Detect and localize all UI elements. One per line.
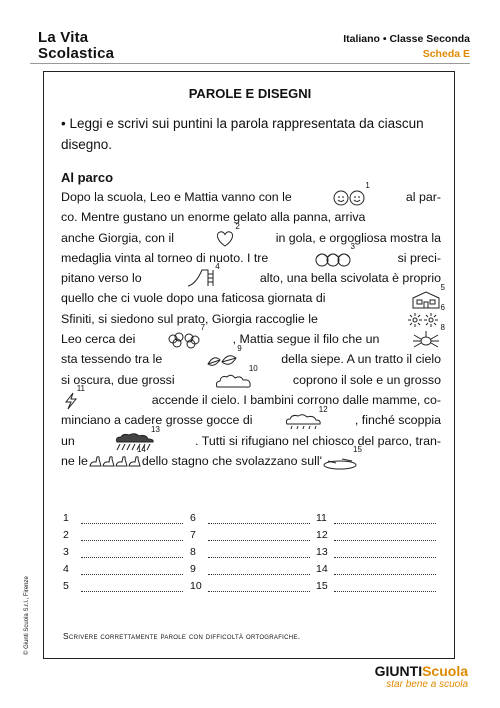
story-line <box>61 404 441 430</box>
story-text-segment: alto, una bella scivolata è proprio <box>259 271 441 286</box>
answer-slot[interactable] <box>190 512 310 524</box>
answer-number: 9 <box>190 563 196 575</box>
answer-number: 5 <box>63 580 69 592</box>
story-text-segment: un <box>61 433 75 448</box>
answer-row <box>63 529 443 546</box>
clouds-icon <box>214 363 258 390</box>
answer-number: 13 <box>316 546 328 558</box>
answer-row <box>63 580 443 597</box>
logo-line-1: La Vita <box>38 29 89 46</box>
picture-number: 12 <box>318 404 328 414</box>
story-line <box>61 282 445 308</box>
picture-number: 1 <box>365 181 370 191</box>
story-line <box>61 262 441 288</box>
answer-slot[interactable] <box>63 580 183 592</box>
story-line <box>61 207 441 227</box>
picture-number: 15 <box>353 445 362 455</box>
story-text-segment: sta tessendo tra le <box>61 352 163 367</box>
dotted-line <box>334 581 436 592</box>
answer-number: 8 <box>190 546 196 558</box>
answer-number: 1 <box>63 512 69 524</box>
dotted-line <box>81 564 183 575</box>
brand-giunti: GIUNTI <box>374 663 423 679</box>
story-text-segment: dello stagno che svolazzano sull' <box>141 453 322 468</box>
ducks-icon <box>88 445 146 471</box>
dotted-line <box>334 564 436 575</box>
story-text-segment: Dopo la scuola, Leo e Mattia vanno con le <box>61 190 292 204</box>
answer-slot[interactable] <box>316 546 436 558</box>
dotted-line <box>208 513 310 524</box>
story-text-segment: accende il cielo. I bambini corrono dalle mamme, co- <box>151 392 441 407</box>
answer-slot[interactable] <box>63 512 183 524</box>
picture-number: 6 <box>440 303 445 313</box>
picture-number: 10 <box>248 363 258 373</box>
picture-number: 3 <box>350 242 355 252</box>
copyright: © Giunti Scuola S.r.l., Firenze <box>24 576 30 655</box>
answer-slot[interactable] <box>190 529 310 541</box>
heart-icon <box>214 221 240 248</box>
answer-slot[interactable] <box>63 529 183 541</box>
rain-cloud-icon <box>284 404 328 431</box>
story-text-segment: Sfiniti, si siedono sul prato, Giorgia raccoglie le <box>61 311 318 326</box>
story-line <box>61 221 441 248</box>
leaves-icon <box>206 343 242 370</box>
answer-slot[interactable] <box>63 563 183 575</box>
logo-line-2: Scolastica <box>38 45 115 62</box>
story-text-segment: medaglia vinta al torneo di nuoto. I tre <box>61 250 269 265</box>
dotted-line <box>208 547 310 558</box>
header-info <box>343 32 470 62</box>
picture-number: 9 <box>237 343 242 353</box>
answer-slot[interactable] <box>190 580 310 592</box>
picture-number: 8 <box>440 323 445 333</box>
picture-number: 11 <box>76 384 85 394</box>
dotted-line <box>208 564 310 575</box>
story-text-segment: Leo cerca dei <box>61 332 136 347</box>
dotted-line <box>81 547 183 558</box>
brand-tagline: star bene a scuola <box>386 679 468 690</box>
story-text-segment: pitano verso lo <box>61 271 142 286</box>
kids-heads-icon <box>315 242 355 268</box>
dotted-line <box>208 530 310 541</box>
picture-number: 4 <box>215 262 220 272</box>
answer-number: 2 <box>63 529 69 541</box>
answer-slot[interactable] <box>63 546 183 558</box>
header-divider <box>30 63 470 64</box>
school-icon <box>411 282 445 309</box>
story-line <box>61 384 441 410</box>
answer-number: 7 <box>190 529 196 541</box>
section-title: Al parco <box>61 170 114 185</box>
lightning-icon <box>61 384 85 410</box>
answer-slot[interactable] <box>190 546 310 558</box>
dotted-line <box>334 547 436 558</box>
story-text-segment: in gola, e orgogliosa mostra la <box>275 230 441 245</box>
answer-number: 10 <box>190 580 202 592</box>
answer-number: 6 <box>190 512 196 524</box>
answer-grid <box>63 512 443 597</box>
dotted-line <box>208 581 310 592</box>
story-line <box>61 445 441 471</box>
story-text-segment: , finché scoppia <box>354 413 441 428</box>
dotted-line <box>334 513 436 524</box>
story-text-segment: si oscura, due grossi <box>61 372 175 387</box>
story-text-segment: si preci- <box>397 250 441 265</box>
dotted-line <box>81 530 183 541</box>
dotted-line <box>334 530 436 541</box>
picture-number: 13 <box>151 424 160 434</box>
instructions: • Leggi e scrivi sui puntini la parola rappresentata da ciascun disegno. <box>61 116 424 152</box>
story-line <box>61 181 441 207</box>
pond-icon <box>322 445 362 471</box>
story-line <box>61 424 441 451</box>
answer-row <box>63 512 443 529</box>
story-line <box>61 363 441 390</box>
worksheet-title: PAROLE E DISEGNI <box>188 86 312 101</box>
story-text-segment: . Tutti si rifugiano nel chiosco del parco, tran- <box>195 433 441 448</box>
story-line <box>61 323 445 349</box>
answer-slot[interactable] <box>316 580 436 592</box>
answer-number: 3 <box>63 546 69 558</box>
answer-row <box>63 546 443 563</box>
story-line <box>61 242 441 268</box>
answer-slot[interactable] <box>316 529 436 541</box>
answer-slot[interactable] <box>190 563 310 575</box>
story-text-segment: , Mattia segue il filo che un <box>232 332 380 347</box>
clovers-icon <box>167 323 206 349</box>
storm-icon <box>114 424 160 451</box>
story-text-segment: al par- <box>405 190 441 204</box>
answer-number: 12 <box>316 529 328 541</box>
story-text-segment: anche Giorgia, con il <box>61 230 174 245</box>
answer-number: 11 <box>316 512 327 524</box>
story-text <box>61 181 445 471</box>
publisher-brand <box>375 663 468 690</box>
story-line <box>61 303 445 329</box>
answer-row <box>63 563 443 580</box>
story-text-segment: quello che ci vuole dopo una faticosa giornata di <box>61 291 326 306</box>
footer-note: Scrivere correttamente parole con difficoltà ortografiche. <box>63 631 301 641</box>
answer-slot[interactable] <box>316 512 436 524</box>
story-text-segment: minciano a cadere grosse gocce di <box>61 413 253 428</box>
story-text-segment: ne le <box>61 453 88 468</box>
picture-number: 2 <box>235 221 240 231</box>
dotted-line <box>81 581 183 592</box>
spider-icon <box>411 323 445 349</box>
answer-number: 14 <box>316 563 328 575</box>
story-text-segment: co. Mentre gustano un enorme gelato alla panna, arriva <box>61 210 366 225</box>
subject-label: Italiano • Classe Seconda <box>343 33 470 45</box>
picture-number: 14 <box>136 445 146 455</box>
picture-number: 5 <box>440 282 445 292</box>
answer-slot[interactable] <box>316 563 436 575</box>
answer-number: 15 <box>316 580 328 592</box>
picture-number: 7 <box>200 323 206 333</box>
answer-number: 4 <box>63 563 69 575</box>
slide-icon <box>186 262 220 288</box>
story-text-segment: coprono il sole e un grosso <box>292 372 441 387</box>
daisies-icon <box>407 303 445 329</box>
sheet-label: Scheda E <box>422 48 470 60</box>
story-text-segment: della siepe. A un tratto il cielo <box>281 352 441 367</box>
dotted-line <box>81 513 183 524</box>
brand-scuola: Scuola <box>422 663 468 679</box>
magazine-logo <box>38 30 114 62</box>
children-faces-icon <box>332 181 370 207</box>
